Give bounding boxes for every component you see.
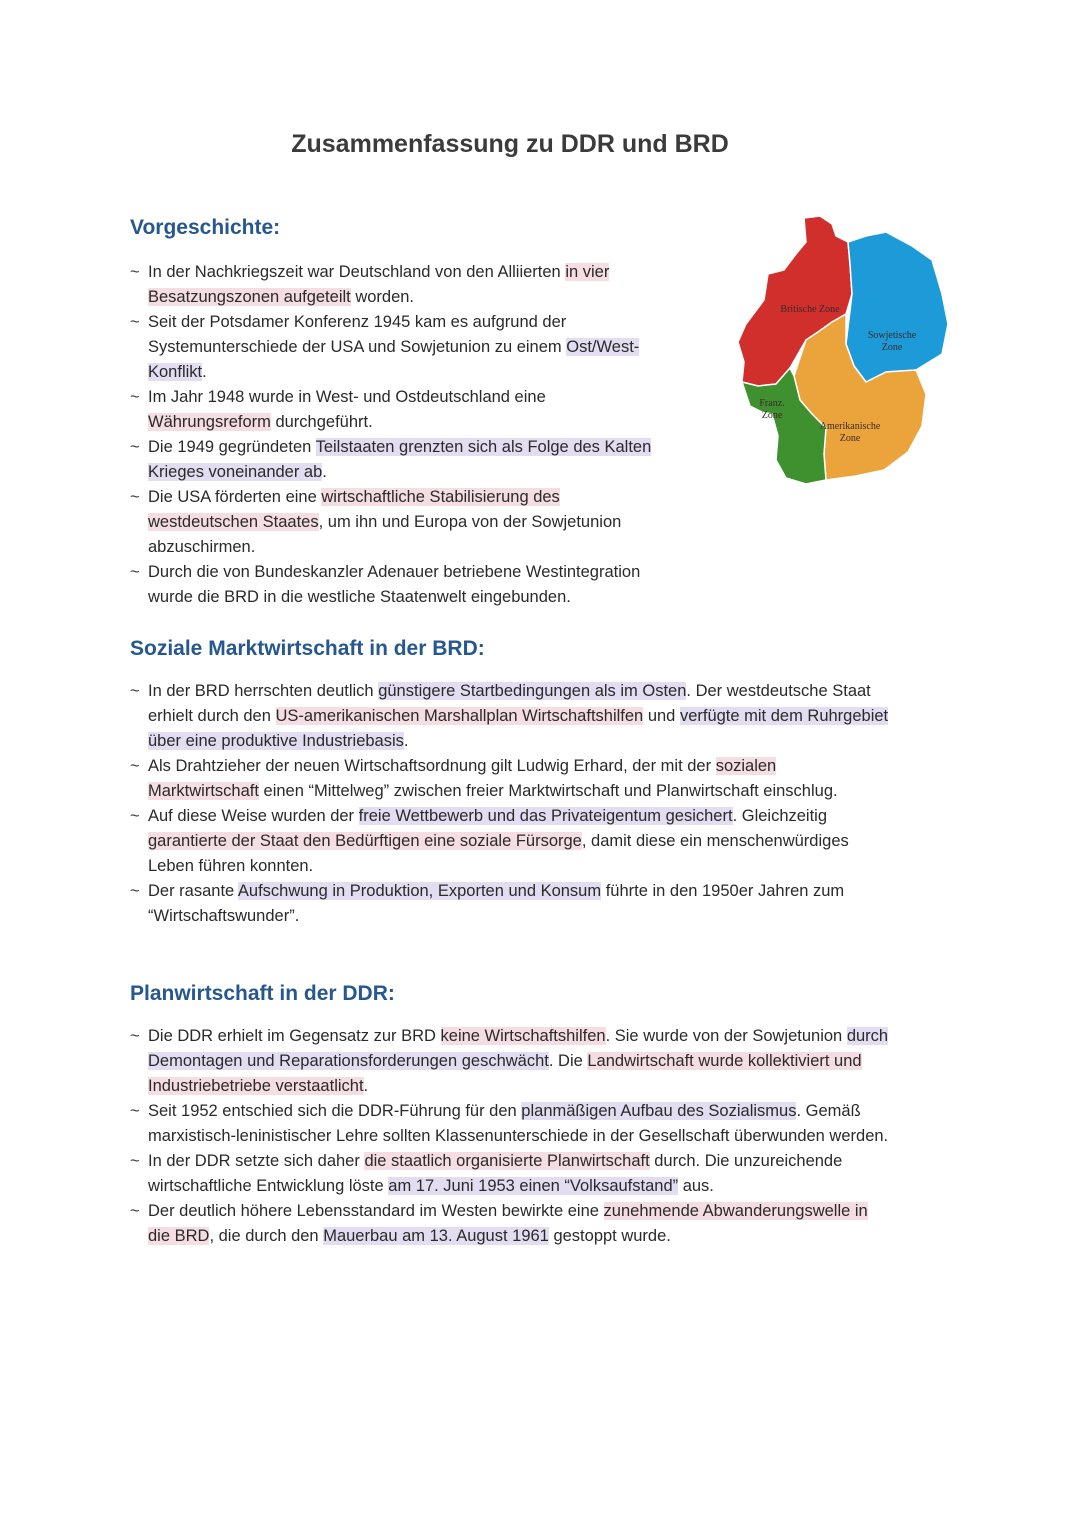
tilde-bullet-icon: ~: [130, 313, 140, 331]
bullet-text: aus.: [678, 1177, 714, 1195]
map-label-soviet-2: Zone: [881, 342, 903, 353]
list-item: [130, 485, 670, 560]
tilde-bullet-icon: ~: [130, 882, 140, 900]
map-label-soviet-1: Sowjetische: [867, 330, 917, 341]
bullet-text: Die DDR erhielt im Gegensatz zur BRD: [148, 1027, 441, 1045]
bullet-text: worden.: [350, 288, 415, 306]
highlight-purple: Mauerbau am 13. August 1961: [323, 1227, 549, 1245]
bullet-text: . Der westdeutsche Staat erhielt durch den: [148, 682, 871, 725]
bullet-text: durchgeführt.: [270, 413, 373, 431]
bullet-text: .: [202, 363, 207, 381]
bullet-text: Seit der Potsdamer Konferenz 1945 kam es aufgrund der Systemunterschiede der USA und Sowjetunion zu einem: [148, 313, 567, 356]
list-item: [130, 754, 890, 804]
tilde-bullet-icon: ~: [130, 263, 140, 281]
map-label-american-1: Amerikanische: [819, 421, 881, 432]
soviet-zone-shape: [846, 232, 948, 382]
bullet-text: , um ihn und Europa von der Sowjetunion abzuschirmen.: [148, 513, 622, 556]
bullet-text: , damit diese ein menschenwürdiges Leben führen konnten.: [148, 832, 849, 875]
list-item: [130, 1149, 890, 1199]
tilde-bullet-icon: ~: [130, 807, 140, 825]
list-item: [130, 385, 670, 435]
bullet-text: Als Drahtzieher der neuen Wirtschaftsordnung gilt Ludwig Erhard, der mit der: [148, 757, 716, 775]
tilde-bullet-icon: ~: [130, 563, 140, 581]
bullet-list-soziale-marktwirtschaft: [130, 679, 890, 929]
tilde-bullet-icon: ~: [130, 1027, 140, 1045]
highlight-purple: günstigere Startbedingungen als im Osten: [378, 682, 687, 700]
bullet-text: einen “Mittelweg” zwischen freier Marktwirtschaft und Planwirtschaft einschlug.: [258, 782, 838, 800]
bullet-text: Die USA förderten eine: [148, 488, 322, 506]
bullet-text: , die durch den: [209, 1227, 324, 1245]
highlight-pink: zunehmende Abwanderungswelle in die BRD: [148, 1202, 868, 1245]
bullet-text: Durch die von Bundeskanzler Adenauer betriebene Westintegration wurde die BRD in die westliche Staatenwelt eingebunden.: [148, 563, 641, 606]
highlight-purple: freie Wettbewerb und das Privateigentum gesichert: [358, 807, 733, 825]
highlight-purple: planmäßigen Aufbau des Sozialismus: [521, 1102, 797, 1120]
bullet-text: . Gleichzeitig: [732, 807, 828, 825]
bullet-text: .: [322, 463, 327, 481]
list-item: [130, 435, 670, 485]
highlight-pink: die staatlich organisierte Planwirtschaft: [364, 1152, 650, 1170]
bullet-text: . Sie wurde von der Sowjetunion: [605, 1027, 847, 1045]
highlight-pink: keine Wirtschaftshilfen: [440, 1027, 606, 1045]
bullet-text: .: [403, 732, 409, 750]
bullet-text: Die 1949 gegründeten: [148, 438, 316, 456]
highlight-pink: Währungsreform: [148, 413, 271, 431]
list-item: [130, 1199, 890, 1249]
highlight-pink: Landwirtschaft wurde kollektiviert und Industriebetriebe verstaatlicht: [148, 1052, 862, 1095]
highlight-pink: US-amerikanischen Marshallplan Wirtschaftshilfen: [275, 707, 644, 725]
bullet-text: In der Nachkriegszeit war Deutschland von den Alliierten: [148, 263, 566, 281]
list-item: [130, 804, 890, 879]
tilde-bullet-icon: ~: [130, 1202, 140, 1220]
highlight-purple: Ost/West-Konflikt: [148, 338, 640, 381]
tilde-bullet-icon: ~: [130, 488, 140, 506]
highlight-pink: wirtschaftliche Stabilisierung des westdeutschen Staates: [148, 488, 560, 531]
highlight-pink: sozialen Marktwirtschaft: [148, 757, 777, 800]
occupation-zones-map: [736, 214, 954, 496]
bullet-text: . Die: [548, 1052, 588, 1070]
list-item: [130, 1099, 890, 1149]
list-item: [130, 560, 670, 610]
bullet-text: Seit 1952 entschied sich die DDR-Führung für den: [148, 1102, 522, 1120]
bullet-text: gestoppt wurde.: [548, 1227, 671, 1245]
highlight-purple: Aufschwung in Produktion, Exporten und Konsum: [237, 882, 602, 900]
section-heading-planwirtschaft: Planwirtschaft in der DDR:: [130, 982, 395, 1005]
list-item: [130, 260, 670, 310]
highlight-purple: durch Demontagen und Reparationsforderungen geschwächt: [148, 1027, 889, 1070]
map-label-british: Britische Zone: [780, 304, 840, 315]
section-heading-vorgeschichte: Vorgeschichte:: [130, 216, 281, 239]
bullet-text: In der BRD herrschten deutlich: [148, 682, 379, 700]
highlight-purple: Teilstaaten grenzten sich als Folge des Kalten Krieges voneinander ab: [148, 438, 652, 481]
tilde-bullet-icon: ~: [130, 682, 140, 700]
highlight-purple: am 17. Juni 1953 einen “Volksaufstand”: [388, 1177, 679, 1195]
list-item: [130, 1024, 890, 1099]
tilde-bullet-icon: ~: [130, 1102, 140, 1120]
bullet-text: Auf diese Weise wurden der: [148, 807, 359, 825]
bullet-text: Der deutlich höhere Lebensstandard im Westen bewirkte eine: [148, 1202, 604, 1220]
bullet-text: Der rasante: [148, 882, 238, 900]
bullet-text: In der DDR setzte sich daher: [148, 1152, 365, 1170]
bullet-text: und: [643, 707, 680, 725]
highlight-pink: in vier Besatzungszonen aufgeteilt: [148, 263, 610, 306]
highlight-pink: garantierte der Staat den Bedürftigen eine soziale Fürsorge: [148, 832, 582, 850]
map-label-american-2: Zone: [839, 433, 861, 444]
tilde-bullet-icon: ~: [130, 757, 140, 775]
bullet-text: . Gemäß marxistisch-leninistischer Lehre sollten Klassenunterschiede in der Gesellschaft überwunden werden.: [148, 1102, 889, 1145]
bullet-text: Im Jahr 1948 wurde in West- und Ostdeutschland eine: [148, 388, 546, 406]
page-title: Zusammenfassung zu DDR und BRD: [291, 130, 729, 158]
bullet-list-planwirtschaft: [130, 1024, 890, 1249]
bullet-list-vorgeschichte: [130, 260, 670, 610]
section-heading-soziale-marktwirtschaft: Soziale Marktwirtschaft in der BRD:: [130, 637, 485, 660]
map-label-french-1: Franz.: [759, 398, 785, 409]
map-label-french-2: Zone: [761, 410, 783, 421]
list-item: [130, 679, 890, 754]
list-item: [130, 310, 670, 385]
tilde-bullet-icon: ~: [130, 438, 140, 456]
bullet-text: .: [363, 1077, 369, 1095]
highlight-purple: verfügte mit dem Ruhrgebiet über eine produktive Industriebasis: [148, 707, 889, 750]
list-item: [130, 879, 890, 929]
bullet-text: führte in den 1950er Jahren zum “Wirtschaftswunder”.: [148, 882, 845, 925]
bullet-text: durch. Die unzureichende wirtschaftliche Entwicklung löste: [148, 1152, 843, 1195]
tilde-bullet-icon: ~: [130, 388, 140, 406]
tilde-bullet-icon: ~: [130, 1152, 140, 1170]
